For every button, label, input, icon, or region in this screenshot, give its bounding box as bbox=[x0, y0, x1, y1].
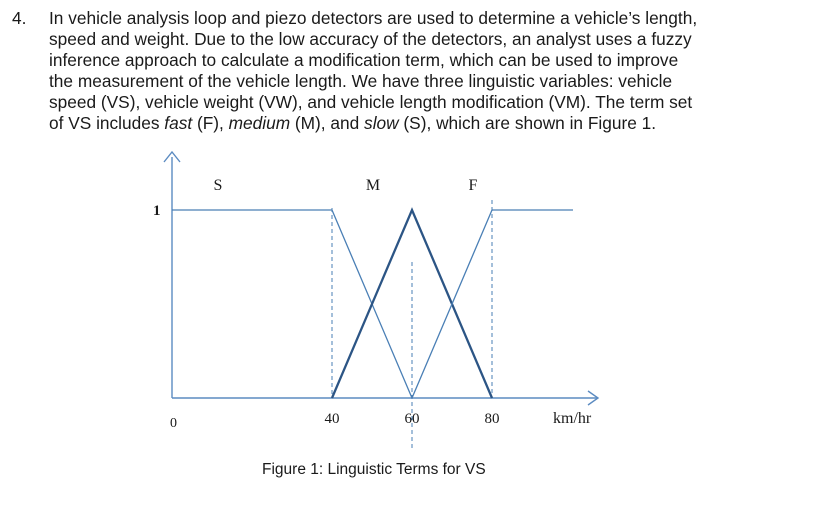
term-label-s: S bbox=[213, 177, 223, 194]
text-segment: the measurement of the vehicle length. We have three linguistic variables: vehicle bbox=[49, 71, 673, 91]
membership-lines bbox=[172, 210, 573, 398]
figure-caption: Figure 1: Linguistic Terms for VS bbox=[262, 461, 486, 478]
text-segment: In vehicle analysis loop and piezo detectors are used to determine a vehicle’s length, bbox=[49, 8, 698, 28]
x-unit-label: km/hr bbox=[553, 410, 592, 427]
term-label-f: F bbox=[468, 177, 478, 194]
text-segment: of VS includes bbox=[49, 113, 165, 133]
italic-term: fast bbox=[164, 113, 193, 133]
question-number: 4. bbox=[12, 8, 27, 28]
series-s-line bbox=[172, 210, 412, 398]
term-label-m: M bbox=[365, 177, 381, 194]
chart-axes bbox=[164, 152, 598, 405]
text-segment: speed and weight. Due to the low accuracy of the detectors, an analyst uses a fuzzy bbox=[49, 29, 692, 49]
text-segment: speed (VS), vehicle weight (VW), and vehicle length modification (VM). The term set bbox=[49, 92, 693, 112]
text-segment: (S), which are shown in Figure 1. bbox=[398, 113, 657, 133]
x-tick-label: 80 bbox=[484, 411, 500, 427]
x-tick-label: 40 bbox=[324, 411, 340, 427]
origin-label: 0 bbox=[170, 416, 177, 431]
x-tick-label: 60 bbox=[404, 411, 420, 427]
text-segment: inference approach to calculate a modification term, which can be used to improve bbox=[49, 50, 679, 70]
y-tick-label: 1 bbox=[153, 203, 161, 219]
text-segment: (F), bbox=[192, 113, 229, 133]
italic-term: medium bbox=[228, 113, 291, 133]
text-segment: (M), and bbox=[290, 113, 365, 133]
italic-term: slow bbox=[364, 113, 399, 133]
